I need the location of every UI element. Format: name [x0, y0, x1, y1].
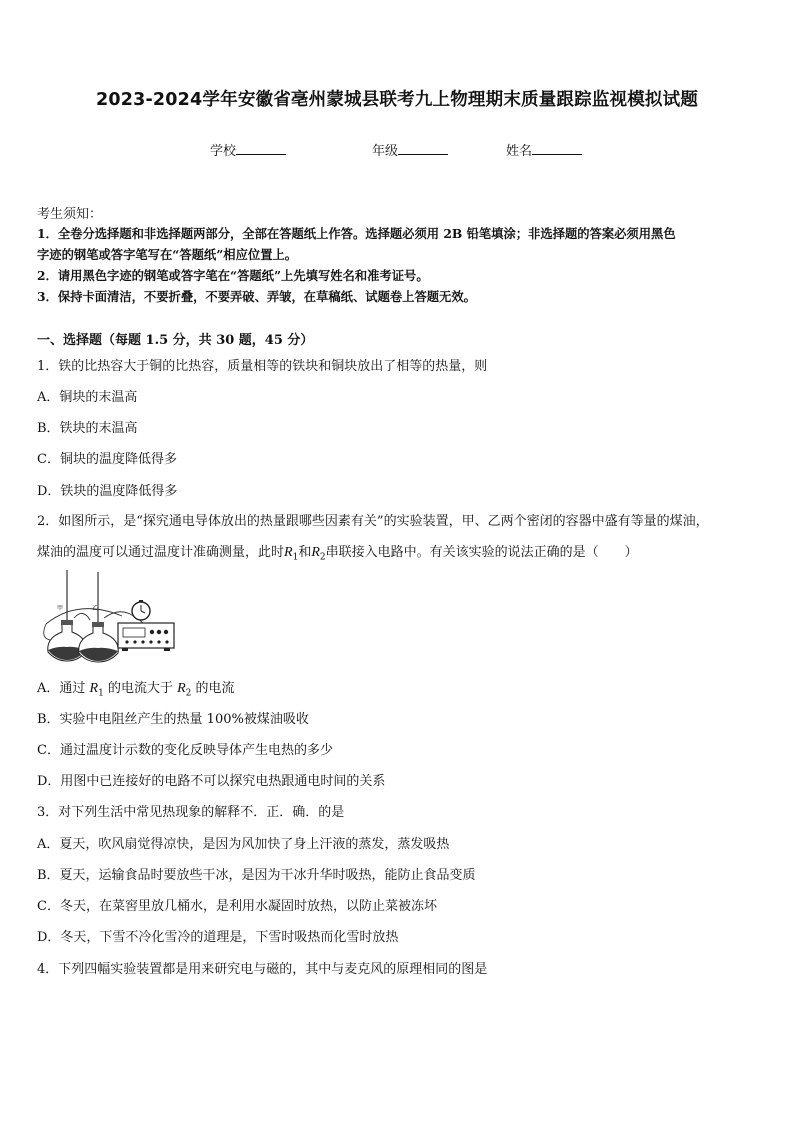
- q1-option-c[interactable]: C．铜块的温度降低得多: [37, 452, 177, 467]
- stopper-yi: [92, 622, 104, 627]
- r1-subscript: 1: [292, 552, 299, 563]
- q2-a-r1: R: [89, 681, 99, 696]
- q2-a-r1-sub: 1: [98, 688, 104, 699]
- q2-option-b[interactable]: B．实验中电阻丝产生的热量 100%被煤油吸收: [37, 712, 309, 727]
- r2-symbol: R: [311, 545, 320, 560]
- q1-option-a[interactable]: A．铜块的末温高: [37, 390, 138, 405]
- notice-item-2: 2．请用黑色字迹的钢笔或答字笔在“答题纸”上先填写姓名和准考证号。: [37, 268, 429, 283]
- page-title: 2023-2024学年安徽省亳州蒙城县联考九上物理期末质量跟踪监视模拟试题: [95, 90, 699, 110]
- label-yi: 乙: [92, 605, 99, 612]
- q2-and: 和: [298, 545, 312, 560]
- q2-stem-line-2: [37, 541, 638, 563]
- grade-label: 年级: [372, 144, 399, 159]
- kerosene-yi: [79, 648, 118, 661]
- q2-apparatus-figure: [38, 568, 178, 666]
- q2-a-text-2: 的电流大于: [103, 681, 178, 696]
- q2-a-r2-sub: 2: [185, 688, 192, 699]
- q3-option-a[interactable]: A．夏天，吹风扇觉得凉快，是因为风加快了身上汗液的蒸发，蒸发吸热: [37, 837, 450, 852]
- school-blank[interactable]: [236, 142, 286, 155]
- school-label: 学校: [210, 144, 237, 159]
- q4-stem: 4．下列四幅实验装置都是用来研究电与磁的，其中与麦克风的原理相同的图是: [37, 962, 488, 977]
- q3-option-c[interactable]: C．冬天，在菜窖里放几桶水，是利用水凝固时放热，以防止菜被冻坏: [37, 899, 437, 914]
- q2-option-c[interactable]: C．通过温度计示数的变化反映导体产生电热的多少: [37, 743, 333, 758]
- q2-stem-text-a: 煤油的温度可以通过温度计准确测量，此时: [37, 545, 285, 560]
- q2-stem-line-1: 2．如图所示，是“探究通电导体放出的热量跟哪些因素有关”的实验装置，甲、乙两个密闭的容器中盛有等量的煤油，: [37, 514, 709, 529]
- r2-subscript: 2: [319, 552, 326, 563]
- notice-heading: 考生须知：: [37, 207, 103, 222]
- name-label: 姓名: [506, 144, 533, 159]
- q2-option-a[interactable]: [37, 677, 235, 699]
- label-jia: 甲: [57, 605, 64, 612]
- q3-stem: 3．对下列生活中常见热现象的解释不．正．确．的是: [37, 805, 345, 820]
- notice-item-1-line-1: 1．全卷分选择题和非选择题两部分，全部在答题纸上作答。选择题必须用 2B 铅笔填涂；非选择题的答案必须用黑色: [37, 226, 676, 241]
- q1-stem: 1．铁的比热容大于铜的比热容，质量相等的铁块和铜块放出了相等的热量，则: [37, 359, 488, 374]
- grade-field[interactable]: [372, 140, 448, 159]
- q1-option-b[interactable]: B．铁块的末温高: [37, 421, 138, 436]
- q1-option-d[interactable]: D．铁块的温度降低得多: [37, 484, 178, 499]
- q2-a-text-3: 的电流: [191, 681, 235, 696]
- name-field[interactable]: [506, 140, 582, 159]
- notice-item-3: 3．保持卡面清洁，不要折叠，不要弄破、弄皱，在草稿纸、试题卷上答题无效。: [37, 289, 476, 304]
- q2-a-text-1: A．通过: [37, 681, 90, 696]
- name-blank[interactable]: [532, 142, 582, 155]
- q3-option-b[interactable]: B．夏天，运输食品时要放些干冰，是因为干冰升华时吸热，能防止食品变质: [37, 868, 476, 883]
- q2-stem-text-b: 串联接入电路中。有关该实验的说法正确的是（ ）: [325, 545, 638, 560]
- r1-symbol: R: [284, 545, 293, 560]
- grade-blank[interactable]: [398, 142, 448, 155]
- q2-option-d[interactable]: D．用图中已连接好的电路不可以探究电热跟通电时间的关系: [37, 774, 386, 789]
- stopper-jia: [61, 620, 73, 625]
- notice-item-1-line-2: 字迹的钢笔或答字笔写在“答题纸”相应位置上。: [37, 247, 298, 262]
- section-1-heading: 一、选择题（每题 1.5 分，共 30 题，45 分）: [37, 333, 314, 348]
- q3-option-d[interactable]: D．冬天，下雪不冷化雪冷的道理是，下雪时吸热而化雪时放热: [37, 930, 399, 945]
- school-field[interactable]: [210, 140, 286, 159]
- q2-a-r2: R: [177, 681, 186, 696]
